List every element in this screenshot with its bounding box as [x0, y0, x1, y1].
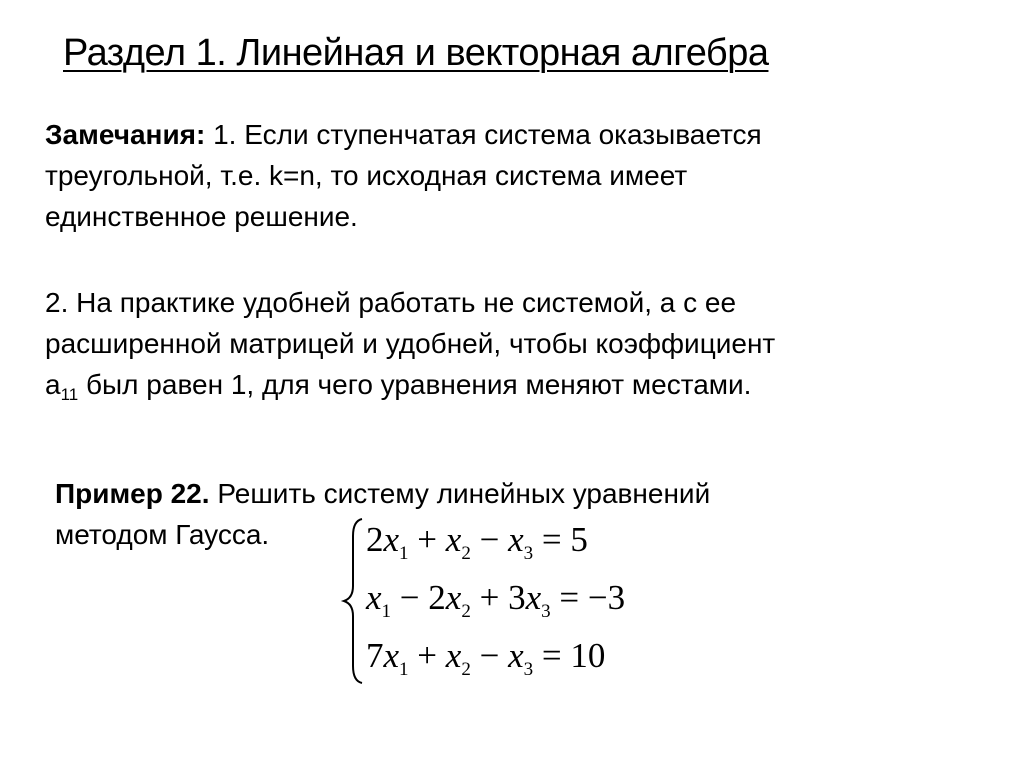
remark-1 — [45, 114, 762, 237]
eq1-op-3: − — [479, 520, 500, 559]
eq1-var-3: x — [508, 520, 524, 559]
eq2-equals: = — [559, 578, 580, 617]
eq2-sub-1: 1 — [381, 601, 392, 622]
equation-2 — [366, 578, 626, 622]
eq3-op-2: + — [417, 636, 438, 675]
eq3-var-3: x — [508, 636, 524, 675]
remark-2-line-2: расширенной матрицей и удобней, чтобы коэффициент — [45, 328, 776, 359]
remarks-label: Замечания: — [45, 119, 206, 150]
eq2-coef-2: 2 — [428, 578, 446, 617]
eq3-coef-1: 7 — [366, 636, 384, 675]
remark-1-line-3: единственное решение. — [45, 201, 358, 232]
example-line-2: методом Гаусса. — [55, 519, 270, 550]
eq2-op-2: − — [399, 578, 420, 617]
eq2-var-2: x — [445, 578, 462, 617]
remark-1-line-2: треугольной, т.е. k=n, то исходная система имеет — [45, 160, 688, 191]
eq2-rhs: −3 — [587, 578, 626, 617]
eq1-sub-1: 1 — [399, 543, 409, 564]
remark-1-text-1: 1. Если ступенчатая система оказывается — [213, 119, 762, 150]
eq1-rhs: 5 — [570, 520, 588, 559]
eq1-equals: = — [541, 520, 562, 559]
remark-2-line-1: 2. На практике удобней работать не системой, а с ее — [45, 287, 737, 318]
eq2-var-1: x — [366, 578, 382, 617]
eq1-var-2: x — [445, 520, 462, 559]
eq3-rhs: 10 — [570, 636, 606, 675]
remark-1-line-1 — [45, 114, 762, 155]
equation-3 — [366, 636, 606, 680]
eq2-sub-2: 2 — [461, 601, 471, 622]
example-text-1: Решить систему линейных уравнений — [217, 478, 711, 509]
coefficient-a: a — [45, 369, 61, 400]
eq1-coef-1: 2 — [366, 520, 384, 559]
eq3-var-1: x — [383, 636, 400, 675]
eq2-coef-3: 3 — [508, 578, 526, 617]
equation-1 — [366, 520, 588, 564]
remark-2-line-3 — [45, 364, 775, 405]
eq2-sub-3: 3 — [541, 601, 551, 622]
eq1-sub-2: 2 — [461, 543, 471, 564]
slide-title: Раздел 1. Линейная и векторная алгебра — [63, 32, 769, 74]
eq3-op-3: − — [479, 636, 500, 675]
eq3-sub-2: 2 — [461, 659, 471, 680]
left-brace-icon — [340, 516, 366, 686]
eq3-equals: = — [541, 636, 562, 675]
eq3-sub-1: 1 — [399, 659, 409, 680]
equation-system — [340, 516, 660, 686]
remark-2 — [45, 282, 775, 405]
eq1-var-1: x — [383, 520, 400, 559]
eq1-sub-3: 3 — [523, 543, 534, 564]
eq2-op-3: + — [479, 578, 500, 617]
eq2-var-3: x — [525, 578, 542, 617]
eq3-sub-3: 3 — [523, 659, 534, 680]
remark-2-text-3: был равен 1, для чего уравнения меняют местами. — [78, 369, 752, 400]
example-line-1 — [55, 473, 710, 514]
eq1-op-2: + — [417, 520, 438, 559]
example-label: Пример 22. — [55, 478, 210, 509]
coefficient-subscript: 11 — [60, 385, 79, 404]
eq3-var-2: x — [445, 636, 462, 675]
